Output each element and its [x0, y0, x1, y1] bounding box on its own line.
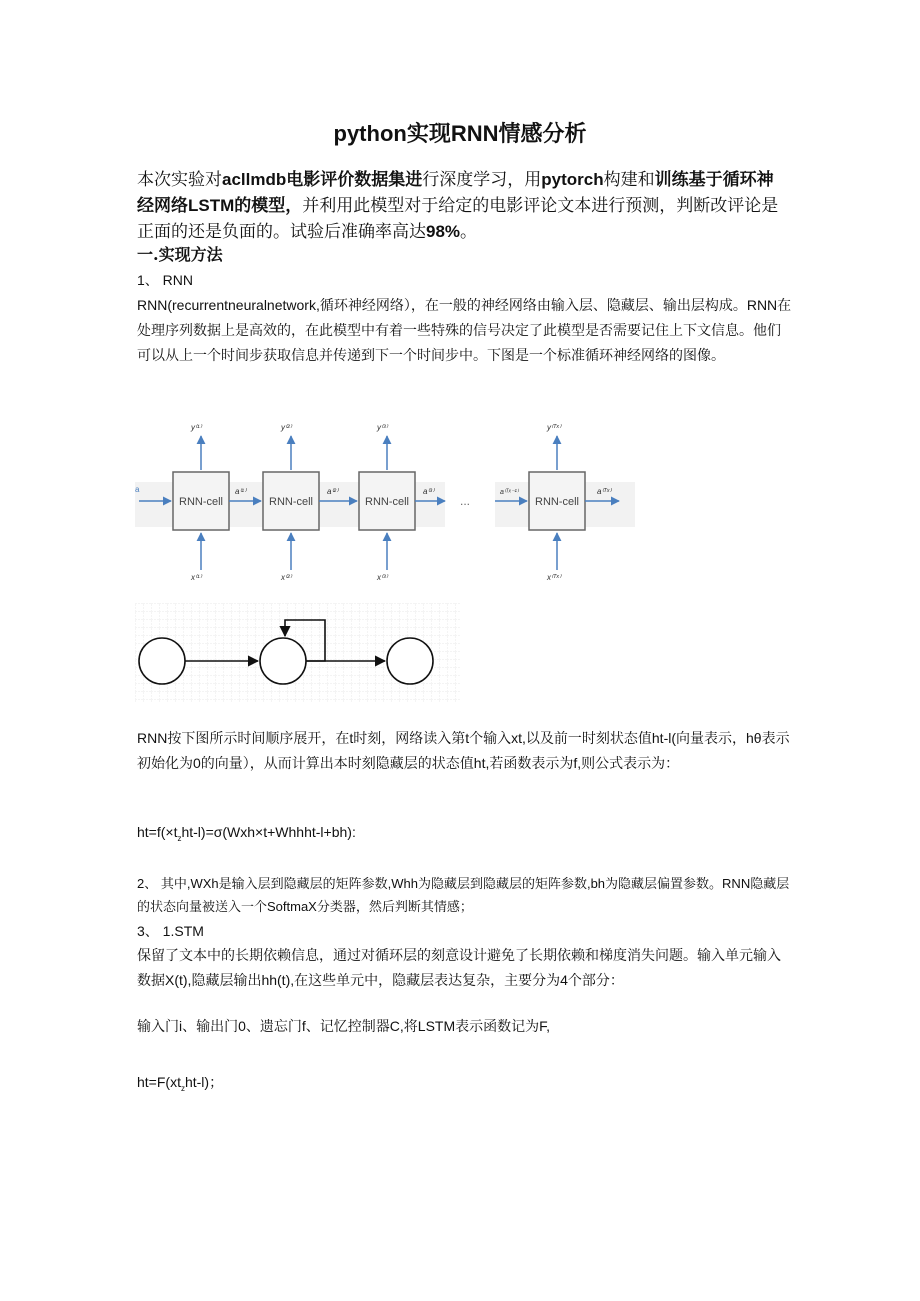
state-label: a⁽³⁾	[423, 487, 435, 496]
formula-lstm	[137, 1070, 797, 1101]
output-label: y⁽¹⁾	[191, 423, 202, 432]
intro-text-4: 并利用此模型对于给定的电影评论文本进行预测，判断改评论是正面的还是负面的。试验后准确率高达	[137, 196, 779, 242]
intro-paragraph	[137, 167, 787, 245]
input-label: x⁽ᵀˣ⁾	[547, 573, 561, 582]
svg-text:a: a	[135, 485, 140, 494]
formula-lstm-part2: ht-l)；	[184, 1074, 224, 1090]
lstm-description-paragraph: 保留了文本中的长期依赖信息，通过对循环层的刻意设计避免了长期依赖和梯度消失问题。输入单元输入数据X(t),隐藏层输出hh(t),在这些单元中，隐藏层表达复杂，主要分为4个部分：	[137, 947, 781, 988]
input-label: x⁽³⁾	[377, 573, 388, 582]
rnn-cell-label: RNN-cell	[365, 496, 409, 508]
hidden-node	[260, 638, 306, 684]
intro-bold-dataset: acllmdb电影评价数据集进	[222, 170, 423, 189]
output-label: y⁽²⁾	[281, 423, 292, 432]
formula-lstm-sub: z	[180, 1083, 185, 1093]
item-rnn-heading: 1、 RNN	[137, 272, 194, 288]
state-label: a⁽¹⁾	[235, 487, 247, 496]
intro-bold-model: 训练基于循环神经网络LSTM的模型，	[137, 170, 774, 215]
intro-text-2: 行深度学习，用	[422, 170, 542, 190]
ellipsis: ...	[460, 494, 471, 508]
rnn-description-paragraph: RNN(recurrentneuralnetwork,循环神经网络），在一般的神经网络由输入层、隐藏层、输出层构成。RNN在处理序列数据上是高效的，在此模型中有着一些特殊的信号决定了此模型是否需要记住上下文信息。他们可以从上一个时间步获取信息并传递到下一个时间步中。下图是一个标准循环神经网络的图像。	[137, 297, 792, 363]
rnn-cell-label: RNN-cell	[535, 496, 579, 508]
intro-bold-pytorch: pytorch	[541, 170, 604, 189]
section-heading-methods: 一.实现方法	[137, 245, 223, 264]
formula-rnn-part1: ht=f(×t	[137, 824, 178, 840]
input-label: x⁽¹⁾	[191, 573, 202, 582]
state-label: a⁽²⁾	[327, 487, 339, 496]
rnn-unrolled-diagram	[135, 412, 635, 584]
lstm-gates-paragraph: 输入门i、输出门0、遗忘门f、记忆控制器C,将LSTM表示函数记为F,	[137, 1018, 551, 1034]
state-in-label: a⁽ᵀˣ⁻¹⁾	[500, 489, 519, 496]
formula-rnn	[137, 820, 797, 851]
rnn-graph-diagram	[135, 603, 460, 703]
rnn-unfold-paragraph: RNN按下图所示时间顺序展开，在t时刻，网络读入第t个输入xt,以及前一时刻状态值ht-l(向量表示，hθ表示初始化为0的向量），从而计算出本时刻隐藏层的状态值ht,若函数表示为f,则公式表示为：	[137, 730, 790, 771]
formula-lstm-part1: ht=F(xt	[137, 1074, 181, 1090]
document-title: python实现RNN情感分析	[333, 121, 587, 146]
input-node	[139, 638, 185, 684]
rnn-cell-label: RNN-cell	[269, 496, 313, 508]
state-label: a⁽ᵀˣ⁾	[597, 487, 612, 496]
item-lstm-heading: 3、 1.STM	[137, 923, 204, 939]
intro-text-3: 构建和	[603, 170, 655, 190]
intro-text-1: 本次实验对	[137, 170, 222, 190]
formula-rnn-sub: z	[177, 833, 182, 843]
matrix-parameters-paragraph: 2、 其中,WXh是输入层到隐藏层的矩阵参数,Whh为隐藏层到隐藏层的矩阵参数,bh为隐藏层偏置参数。RNN隐藏层的状态向量被送入一个SoftmaX分类器，然后判断其情感；	[137, 876, 790, 914]
formula-rnn-part2: ht-l)=σ(Wxh×t+Whhht-l+bh):	[181, 824, 356, 840]
output-node	[387, 638, 433, 684]
output-label: y⁽ᵀˣ⁾	[547, 423, 561, 432]
intro-text-5: 。	[460, 222, 478, 242]
rnn-cell-label: RNN-cell	[179, 496, 223, 508]
intro-bold-accuracy: 98%	[426, 222, 461, 241]
output-label: y⁽³⁾	[377, 423, 388, 432]
input-label: x⁽²⁾	[281, 573, 292, 582]
